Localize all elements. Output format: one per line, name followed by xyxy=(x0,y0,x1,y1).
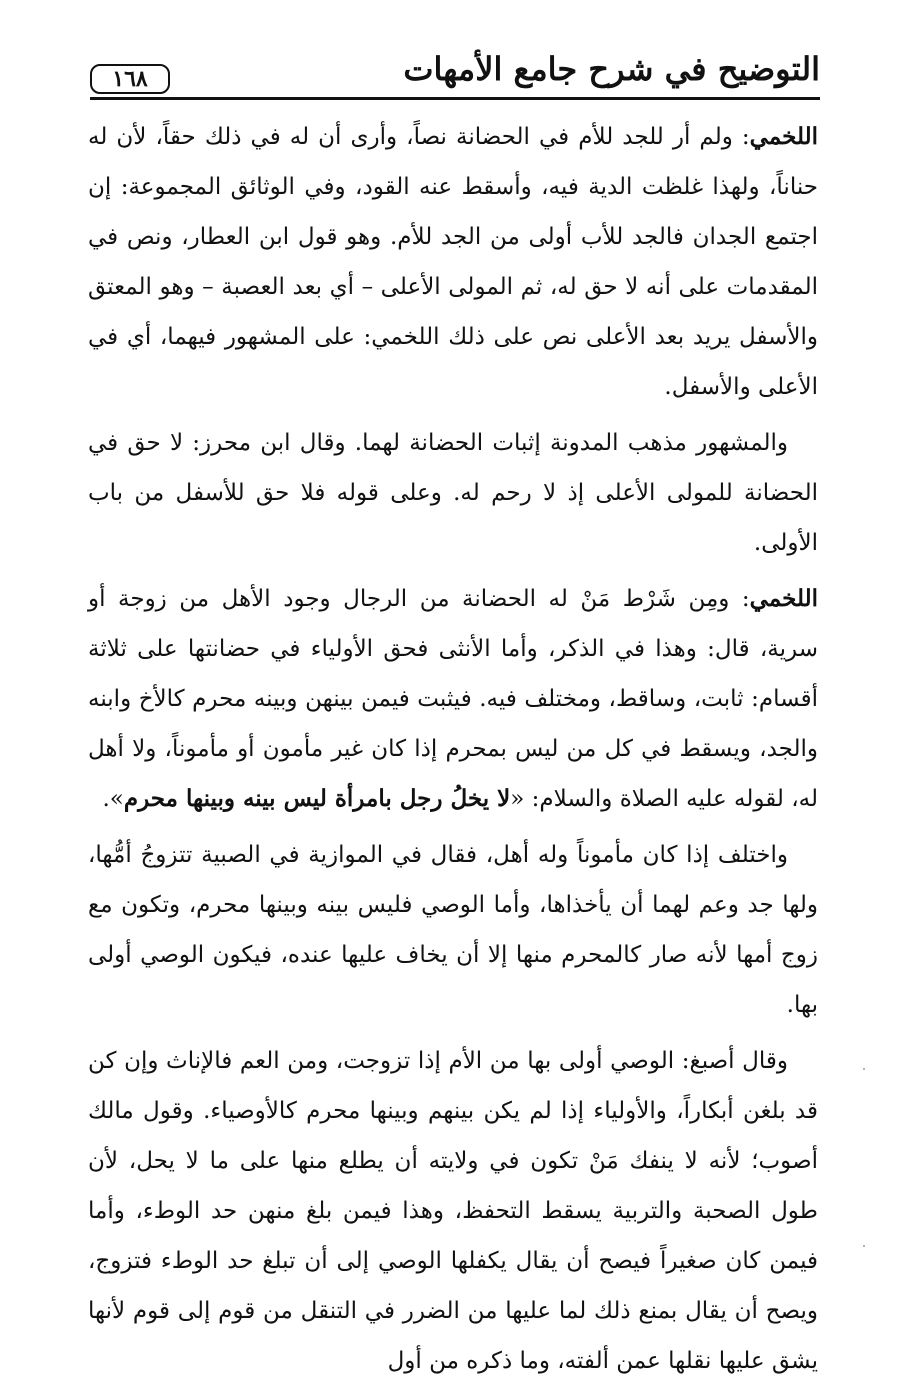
page-number: ١٦٨ xyxy=(90,64,170,94)
paragraph-text: واختلف إذا كان مأموناً وله أهل، فقال في الموازية في الصبية تتزوجُ أمُّها، ولها جد وعم لهما أن يأخذاها، وأما الوصي فليس بينه وبينها محرم، وتكون مع زوج أمها لأنه صار كالمحرم منها إلا أن يخاف عليها عنده، فيكون الوصي أولى بها. xyxy=(88,842,818,1018)
header-rule xyxy=(90,97,820,100)
paragraph-4 xyxy=(88,830,818,1030)
running-title: التوضيح في شرح جامع الأمهات xyxy=(403,50,820,88)
paragraph-1 xyxy=(88,112,818,412)
paragraph-5 xyxy=(88,1036,818,1386)
body-text xyxy=(88,112,818,1392)
hadith-quote: لا يخلُ رجل بامرأة ليس بينه وبينها محرم xyxy=(123,785,511,812)
page-header xyxy=(90,40,820,98)
paragraph-lead: اللخمي xyxy=(749,585,818,612)
paragraph-3 xyxy=(88,574,818,824)
paragraph-text: وقال أصبغ: الوصي أولى بها من الأم إذا تزوجت، ومن العم فالإناث وإن كن قد بلغن أبكاراً، والأولياء إذا لم يكن بينهم وبينها محرم كالأوصياء. وقول مالك أصوب؛ لأنه لا ينفك مَنْ تكون في ولايته أن يطلع منها على ما لا يحل، لأن طول الصحبة والتربية يسقط التحفظ، وهذا فيمن بلغ منهن حد الوطء، وأما فيمن كان صغيراً فيصح أن يقال يكفلها الوصي إلى أن تبلغ حد الوطء فتزوج، ويصح أن يقال بمنع ذلك لما عليها من الضرر في التنقل من قوم إلى قوم لأنها يشق عليها نقلها عمن ألفته، وما ذكره من أول xyxy=(88,1048,818,1374)
paragraph-tail: ». xyxy=(102,786,124,812)
paragraph-2 xyxy=(88,418,818,568)
paragraph-lead: اللخمي xyxy=(749,123,818,150)
paragraph-text: : ومِن شَرْط مَنْ له الحضانة من الرجال وجود الأهل من زوجة أو سرية، قال: وهذا في الذكر، وأما الأنثى فحق الأولياء في حضانتها على ثلاثة أقسام: ثابت، وساقط، ومختلف فيه. فيثبت فيمن بينهن وبينه محرم كالأخ وابنه والجد، ويسقط في كل من ليس بمحرم إذا كان غير مأمون أو مأموناً، ولا أهل له، لقوله عليه الصلاة والسلام: « xyxy=(88,586,818,812)
paragraph-text: : ولم أر للجد للأم في الحضانة نصاً، وأرى أن له في ذلك حقاً، لأن له حناناً، ولهذا غلظت الدية فيه، وأسقط عنه القود، وفي الوثائق المجموعة: إن اجتمع الجدان فالجد للأب أولى من الجد للأم. وهو قول ابن العطار، ونص في المقدمات على أنه لا حق له، ثم المولى الأعلى – أي بعد العصبة – وهو المعتق والأسفل يريد بعد الأعلى نص على ذلك اللخمي: على المشهور فيهما، أي في الأعلى والأسفل. xyxy=(88,124,818,400)
margin-speck xyxy=(863,1245,865,1247)
paragraph-text: والمشهور مذهب المدونة إثبات الحضانة لهما. وقال ابن محرز: لا حق في الحضانة للمولى الأعلى إذ لا رحم له. وعلى قوله فلا حق للأسفل من باب الأولى. xyxy=(88,430,818,556)
margin-speck xyxy=(863,1068,865,1070)
